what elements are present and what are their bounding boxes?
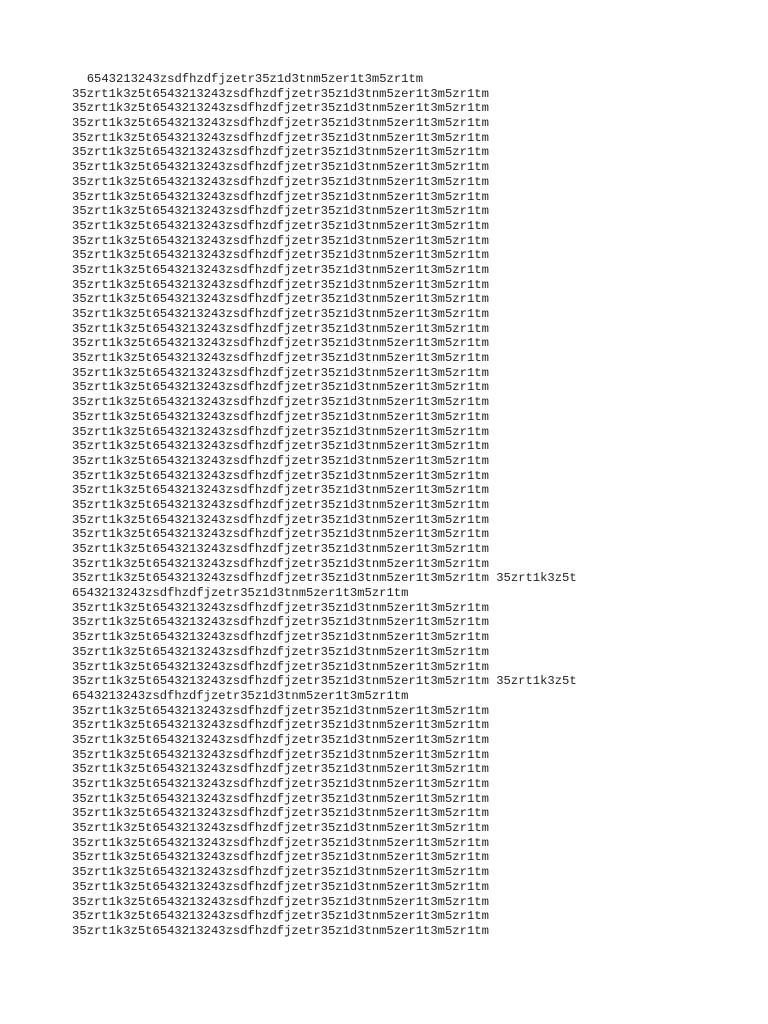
text-line: 35zrt1k3z5t6543213243zsdfhzdfjzetr35z1d3tnm5zer1t3m5zr1tm bbox=[72, 409, 489, 424]
text-line: 35zrt1k3z5t6543213243zsdfhzdfjzetr35z1d3tnm5zer1t3m5zr1tm bbox=[72, 630, 489, 645]
text-line: 35zrt1k3z5t6543213243zsdfhzdfjzetr35z1d3tnm5zer1t3m5zr1tm bbox=[72, 86, 489, 101]
text-line: 35zrt1k3z5t6543213243zsdfhzdfjzetr35z1d3tnm5zer1t3m5zr1tm bbox=[72, 233, 489, 248]
text-line: 35zrt1k3z5t6543213243zsdfhzdfjzetr35z1d3tnm5zer1t3m5zr1tm bbox=[72, 850, 489, 865]
text-line: 35zrt1k3z5t6543213243zsdfhzdfjzetr35z1d3tnm5zer1t3m5zr1tm bbox=[72, 395, 489, 410]
text-line: 35zrt1k3z5t6543213243zsdfhzdfjzetr35z1d3tnm5zer1t3m5zr1tm bbox=[72, 483, 489, 498]
text-line: 35zrt1k3z5t6543213243zsdfhzdfjzetr35z1d3tnm5zer1t3m5zr1tm bbox=[72, 556, 489, 571]
text-line: 35zrt1k3z5t6543213243zsdfhzdfjzetr35z1d3tnm5zer1t3m5zr1tm bbox=[72, 336, 489, 351]
text-line: 35zrt1k3z5t6543213243zsdfhzdfjzetr35z1d3tnm5zer1t3m5zr1tm bbox=[72, 351, 489, 366]
text-line: 35zrt1k3z5t6543213243zsdfhzdfjzetr35z1d3tnm5zer1t3m5zr1tm bbox=[72, 835, 489, 850]
text-line: 35zrt1k3z5t6543213243zsdfhzdfjzetr35z1d3tnm5zer1t3m5zr1tm bbox=[72, 542, 489, 556]
text-line: 35zrt1k3z5t6543213243zsdfhzdfjzetr35z1d3tnm5zer1t3m5zr1tm bbox=[72, 468, 489, 483]
text-line: 35zrt1k3z5t6543213243zsdfhzdfjzetr35z1d3tnm5zer1t3m5zr1tm bbox=[72, 512, 489, 527]
text-line: 35zrt1k3z5t6543213243zsdfhzdfjzetr35z1d3tnm5zer1t3m5zr1tm bbox=[72, 718, 489, 733]
text-line: 35zrt1k3z5t6543213243zsdfhzdfjzetr35z1d3tnm5zer1t3m5zr1tm bbox=[72, 292, 489, 307]
text-line: 6543213243zsdfhzdfjzetr35z1d3tnm5zer1t3m5zr1tm bbox=[86, 72, 424, 86]
text-line: 35zrt1k3z5t6543213243zsdfhzdfjzetr35z1d3tnm5zer1t3m5zr1tm bbox=[72, 777, 489, 791]
text-line: 35zrt1k3z5t6543213243zsdfhzdfjzetr35z1d3tnm5zer1t3m5zr1tm 35zrt1k3z5t bbox=[72, 674, 577, 689]
text-line: 35zrt1k3z5t6543213243zsdfhzdfjzetr35z1d3tnm5zer1t3m5zr1tm bbox=[72, 923, 489, 938]
text-line: 35zrt1k3z5t6543213243zsdfhzdfjzetr35z1d3tnm5zer1t3m5zr1tm bbox=[72, 365, 489, 380]
text-line: 35zrt1k3z5t6543213243zsdfhzdfjzetr35z1d3tnm5zer1t3m5zr1tm bbox=[72, 424, 489, 439]
text-line: 35zrt1k3z5t6543213243zsdfhzdfjzetr35z1d3tnm5zer1t3m5zr1tm bbox=[72, 909, 489, 924]
text-line: 35zrt1k3z5t6543213243zsdfhzdfjzetr35z1d3tnm5zer1t3m5zr1tm bbox=[72, 160, 489, 175]
text-line: 35zrt1k3z5t6543213243zsdfhzdfjzetr35z1d3tnm5zer1t3m5zr1tm bbox=[72, 600, 489, 615]
text-line: 35zrt1k3z5t6543213243zsdfhzdfjzetr35z1d3tnm5zer1t3m5zr1tm bbox=[72, 248, 489, 263]
text-line: 35zrt1k3z5t6543213243zsdfhzdfjzetr35z1d3tnm5zer1t3m5zr1tm bbox=[72, 762, 489, 777]
text-line: 35zrt1k3z5t6543213243zsdfhzdfjzetr35z1d3tnm5zer1t3m5zr1tm bbox=[72, 116, 489, 131]
text-line: 35zrt1k3z5t6543213243zsdfhzdfjzetr35z1d3tnm5zer1t3m5zr1tm bbox=[72, 307, 489, 321]
text-line: 35zrt1k3z5t6543213243zsdfhzdfjzetr35z1d3tnm5zer1t3m5zr1tm bbox=[72, 453, 489, 468]
text-line: 35zrt1k3z5t6543213243zsdfhzdfjzetr35z1d3tnm5zer1t3m5zr1tm bbox=[72, 497, 489, 512]
document-body bbox=[72, 72, 672, 939]
text-line: 35zrt1k3z5t6543213243zsdfhzdfjzetr35z1d3tnm5zer1t3m5zr1tm bbox=[72, 277, 489, 292]
text-line: 35zrt1k3z5t6543213243zsdfhzdfjzetr35z1d3tnm5zer1t3m5zr1tm bbox=[72, 218, 489, 233]
text-line: 35zrt1k3z5t6543213243zsdfhzdfjzetr35z1d3tnm5zer1t3m5zr1tm bbox=[72, 644, 489, 659]
text-line: 35zrt1k3z5t6543213243zsdfhzdfjzetr35z1d3tnm5zer1t3m5zr1tm bbox=[72, 747, 489, 762]
text-line: 35zrt1k3z5t6543213243zsdfhzdfjzetr35z1d3tnm5zer1t3m5zr1tm bbox=[72, 130, 489, 145]
text-line: 35zrt1k3z5t6543213243zsdfhzdfjzetr35z1d3tnm5zer1t3m5zr1tm bbox=[72, 865, 489, 880]
text-line: 35zrt1k3z5t6543213243zsdfhzdfjzetr35z1d3tnm5zer1t3m5zr1tm bbox=[72, 439, 489, 454]
text-line: 35zrt1k3z5t6543213243zsdfhzdfjzetr35z1d3tnm5zer1t3m5zr1tm 35zrt1k3z5t bbox=[72, 571, 577, 586]
text-line: 35zrt1k3z5t6543213243zsdfhzdfjzetr35z1d3tnm5zer1t3m5zr1tm bbox=[72, 527, 489, 542]
text-line: 6543213243zsdfhzdfjzetr35z1d3tnm5zer1t3m5zr1tm bbox=[72, 586, 409, 601]
text-line: 35zrt1k3z5t6543213243zsdfhzdfjzetr35z1d3tnm5zer1t3m5zr1tm bbox=[72, 879, 489, 894]
text-line: 35zrt1k3z5t6543213243zsdfhzdfjzetr35z1d3tnm5zer1t3m5zr1tm bbox=[72, 894, 489, 909]
text-line: 35zrt1k3z5t6543213243zsdfhzdfjzetr35z1d3tnm5zer1t3m5zr1tm bbox=[72, 615, 489, 630]
text-line: 35zrt1k3z5t6543213243zsdfhzdfjzetr35z1d3tnm5zer1t3m5zr1tm bbox=[72, 145, 489, 160]
text-line: 35zrt1k3z5t6543213243zsdfhzdfjzetr35z1d3tnm5zer1t3m5zr1tm bbox=[72, 189, 489, 204]
text-line: 35zrt1k3z5t6543213243zsdfhzdfjzetr35z1d3tnm5zer1t3m5zr1tm bbox=[72, 791, 489, 806]
text-line: 6543213243zsdfhzdfjzetr35z1d3tnm5zer1t3m5zr1tm bbox=[72, 688, 409, 703]
text-line: 35zrt1k3z5t6543213243zsdfhzdfjzetr35z1d3tnm5zer1t3m5zr1tm bbox=[72, 380, 489, 395]
text-line: 35zrt1k3z5t6543213243zsdfhzdfjzetr35z1d3tnm5zer1t3m5zr1tm bbox=[72, 806, 489, 821]
text-line: 35zrt1k3z5t6543213243zsdfhzdfjzetr35z1d3tnm5zer1t3m5zr1tm bbox=[72, 262, 489, 277]
text-line: 35zrt1k3z5t6543213243zsdfhzdfjzetr35z1d3tnm5zer1t3m5zr1tm bbox=[72, 204, 489, 219]
text-line: 35zrt1k3z5t6543213243zsdfhzdfjzetr35z1d3tnm5zer1t3m5zr1tm bbox=[72, 703, 489, 718]
text-line: 35zrt1k3z5t6543213243zsdfhzdfjzetr35z1d3tnm5zer1t3m5zr1tm bbox=[72, 821, 489, 836]
text-line: 35zrt1k3z5t6543213243zsdfhzdfjzetr35z1d3tnm5zer1t3m5zr1tm bbox=[72, 174, 489, 189]
text-line: 35zrt1k3z5t6543213243zsdfhzdfjzetr35z1d3tnm5zer1t3m5zr1tm bbox=[72, 732, 489, 747]
text-line: 35zrt1k3z5t6543213243zsdfhzdfjzetr35z1d3tnm5zer1t3m5zr1tm bbox=[72, 101, 489, 116]
text-line: 35zrt1k3z5t6543213243zsdfhzdfjzetr35z1d3tnm5zer1t3m5zr1tm bbox=[72, 659, 489, 674]
text-line: 35zrt1k3z5t6543213243zsdfhzdfjzetr35z1d3tnm5zer1t3m5zr1tm bbox=[72, 321, 489, 336]
